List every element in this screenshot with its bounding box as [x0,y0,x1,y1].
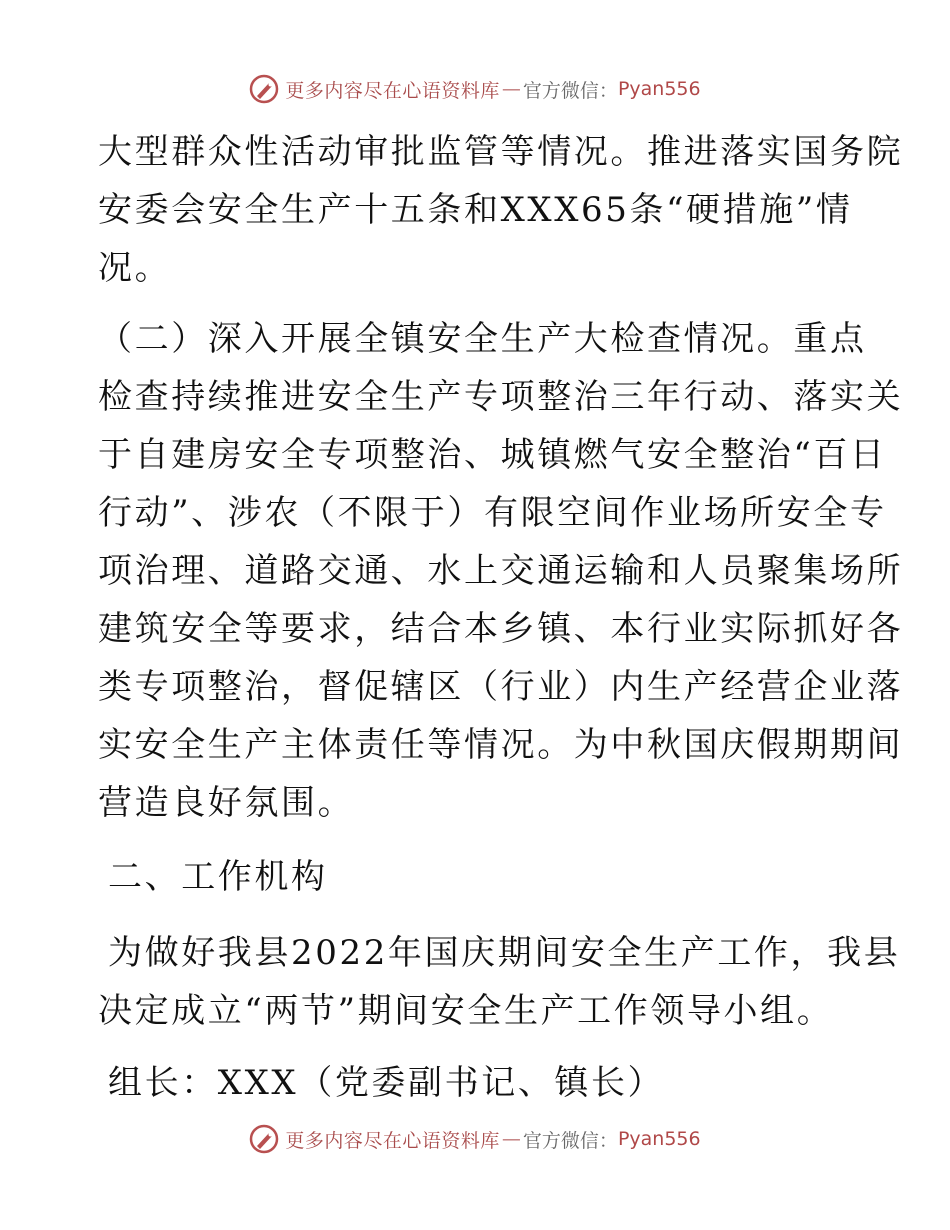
banner-dash: — [501,1128,521,1150]
text-line: 检查持续推进安全生产专项整治三年行动、落实关 [98,377,904,417]
text-line: 组长：XXX（党委副书记、镇长） [108,1063,665,1103]
text-line: 类专项整治，督促辖区（行业）内生产经营企业落 [98,667,904,707]
text-line: 项治理、道路交通、水上交通运输和人员聚集场所 [98,551,904,591]
banner-main-text: 更多内容尽在心语资料库 [285,1129,500,1152]
text-line: 建筑安全等要求，结合本乡镇、本行业实际抓好各 [98,609,904,649]
banner-wechat-id: Pyan556 [617,78,701,100]
banner-dash: — [501,78,521,100]
text-line: 实安全生产主体责任等情况。为中秋国庆假期期间 [98,725,904,765]
banner-wechat-id: Pyan556 [617,1128,701,1150]
text-line: （二）深入开展全镇安全生产大检查情况。重点 [98,319,867,359]
paragraph-2 [98,310,904,832]
text-line: 安委会安全生产十五条和XXX65条“硬措施”情 [98,190,853,230]
text-line: 营造良好氛围。 [98,783,355,823]
heading-text: 二、工作机构 [108,857,328,897]
paragraph-5 [108,1054,868,1112]
text-line: 行动”、涉农（不限于）有限空间作业场所安全专 [98,493,887,533]
banner-main-text: 更多内容尽在心语资料库 [285,79,500,102]
text-line: 于自建房安全专项整治、城镇燃气安全整治“百日 [98,435,887,475]
watermark-banner-bottom [0,1124,950,1154]
text-line: 为做好我县2022年国庆期间安全生产工作，我县 [108,933,901,973]
section-heading [108,848,868,906]
paragraph-4 [98,924,901,1040]
pen-logo-icon [249,1124,279,1154]
watermark-banner-top [0,74,950,104]
pen-logo-icon [249,74,279,104]
banner-label: 官方微信： [522,1129,618,1152]
banner-label: 官方微信： [522,79,618,102]
text-line: 大型群众性活动审批监管等情况。推进落实国务院 [98,132,904,172]
paragraph-1 [98,123,904,297]
text-line: 决定成立“两节”期间安全生产工作领导小组。 [98,991,834,1031]
text-line: 况。 [98,248,172,288]
